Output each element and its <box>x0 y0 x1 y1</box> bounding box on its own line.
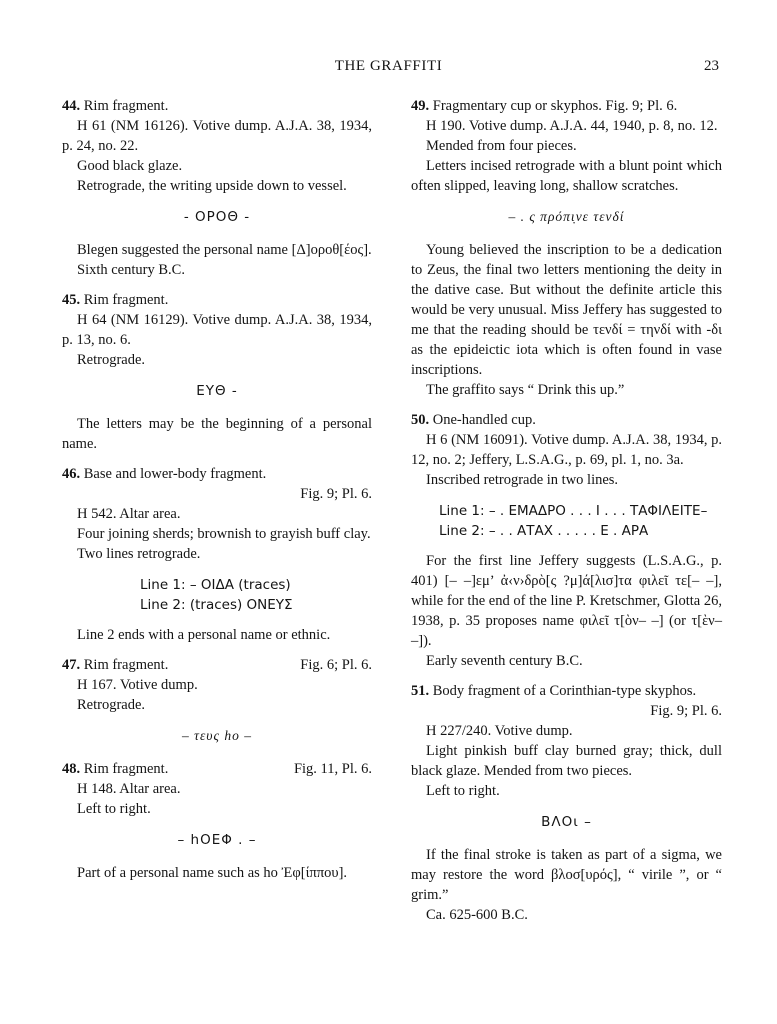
entry-title: Rim fragment. <box>83 98 169 114</box>
entry-title: Fragmentary cup or skyphos. Fig. 9; Pl. 6. <box>432 98 678 114</box>
entry-reference: H 64 (NM 16129). Votive dump. A.J.A. 38, 1934, p. 13, no. 6. <box>62 312 372 348</box>
entry-47 <box>62 655 372 746</box>
entry-49 <box>411 96 722 400</box>
right-column <box>411 96 722 925</box>
entry-number: 51. <box>411 683 430 699</box>
entry-number: 44. <box>62 98 81 114</box>
page-number: 23 <box>704 58 719 74</box>
entry-number: 47. <box>62 657 81 673</box>
running-title: THE GRAFFITI <box>334 58 443 74</box>
entry-note: Two lines retrograde. <box>77 546 201 562</box>
entry-description: Four joining sherds; brownish to grayish buff clay. <box>77 526 371 542</box>
inscription: - ΟΡΟΘ - <box>183 209 251 225</box>
entry-number: 49. <box>411 98 430 114</box>
entry-description: Light pinkish buff clay burned gray; thick, dull black glaze. Mended from two pieces. <box>411 743 722 779</box>
entry-comment: If the final stroke is taken as part of a sigma, we may restore the word βλοσ[υρός], “ virile ”, or “ grim.” <box>411 847 722 903</box>
entry-reference: H 227/240. Votive dump. <box>426 723 573 739</box>
entry-title: Base and lower-body fragment. <box>83 466 267 482</box>
inscription: ΕΥΘ - <box>196 383 238 399</box>
entry-comment: Young believed the inscription to be a dedication to Zeus, the final two letters mentioning the deity in the dative case. But without the definite article this would be very unusual. Miss Jeffery has suggested to me that the reading should be τενδί = τηνδί with -δι as the epideictic iota which is often found in vase inscriptions. <box>411 242 722 378</box>
entry-comment: Part of a personal name such as ho Ἐφ[ίππου]. <box>77 865 348 881</box>
inscription: – . ς πρόπι̣νε τενδί <box>508 209 625 224</box>
entry-number: 48. <box>62 761 81 777</box>
entry-50 <box>411 410 722 671</box>
entry-figure-ref: Fig. 6; Pl. 6. <box>300 657 372 673</box>
left-column <box>62 96 372 883</box>
entry-note: Left to right. <box>426 783 500 799</box>
entry-46 <box>62 464 372 645</box>
entry-note: Left to right. <box>77 801 151 817</box>
entry-44 <box>62 96 372 280</box>
inscription-line-1: Line 1: – ΟΙΔΑ (traces) <box>140 577 291 593</box>
entry-glaze: Good black glaze. <box>77 158 183 174</box>
entry-number: 45. <box>62 292 81 308</box>
entry-comment: Line 2 ends with a personal name or ethnic. <box>77 627 331 643</box>
entry-date: Early seventh century B.C. <box>426 653 583 669</box>
entry-45 <box>62 290 372 454</box>
entry-comment-2: The graffito says “ Drink this up.” <box>426 382 625 398</box>
entry-reference: H 6 (NM 16091). Votive dump. A.J.A. 38, 1934, p. 12, no. 2; Jeffery, L.S.A.G., p. 69, pl. 1, no. 3a. <box>411 432 722 468</box>
inscription-line-2: Line 2: (traces) ΟΝΕΥΣ <box>140 597 293 613</box>
entry-title: Rim fragment. <box>83 292 169 308</box>
entry-reference: H 148. Altar area. <box>77 781 181 797</box>
entry-figure-ref: Fig. 9; Pl. 6. <box>300 486 372 502</box>
entry-note: Inscribed retrograde in two lines. <box>426 472 619 488</box>
entry-number: 50. <box>411 412 430 428</box>
inscription-lines <box>411 501 722 541</box>
entry-note: Retrograde. <box>77 352 146 368</box>
entry-date: Sixth century B.C. <box>77 262 185 278</box>
entry-note: Retrograde. <box>77 697 146 713</box>
entry-figure-ref: Fig. 11, Pl. 6. <box>293 761 372 777</box>
entry-mend: Mended from four pieces. <box>426 138 577 154</box>
entry-comment: The letters may be the beginning of a personal name. <box>62 416 372 452</box>
entry-title: Body fragment of a Corinthian-type skyphos. <box>432 683 697 699</box>
inscription: – τευς ho – <box>182 728 252 743</box>
inscription: – hΟΕΦ . – <box>177 832 257 848</box>
entry-reference: H 61 (NM 16126). Votive dump. A.J.A. 38, 1934, p. 24, no. 22. <box>62 118 372 154</box>
entry-title: Rim fragment. <box>83 657 169 673</box>
entry-48 <box>62 759 372 883</box>
entry-description: Letters incised retrograde with a blunt point which often slipped, leaving long, shallow scratches. <box>411 158 722 194</box>
entry-51 <box>411 681 722 925</box>
entry-date: Ca. 625-600 B.C. <box>426 907 528 923</box>
inscription-line-2: Line 2: – . . ΑΤΑΧ . . . . . Ε . ΑΡΑ <box>439 523 649 539</box>
entry-note: Retrograde, the writing upside down to vessel. <box>77 178 347 194</box>
entry-reference: H 167. Votive dump. <box>77 677 198 693</box>
inscription-lines <box>62 575 372 615</box>
entry-comment: Blegen suggested the personal name [Δ]οροθ[έος]. <box>77 242 372 258</box>
entry-title: One-handled cup. <box>432 412 536 428</box>
entry-reference: H 542. Altar area. <box>77 506 181 522</box>
running-header <box>0 58 777 80</box>
inscription: ΒΛΟι – <box>541 814 592 830</box>
entry-reference: H 190. Votive dump. A.J.A. 44, 1940, p. 8, no. 12. <box>426 118 718 134</box>
entry-number: 46. <box>62 466 81 482</box>
entry-title: Rim fragment. <box>83 761 169 777</box>
entry-figure-ref: Fig. 9; Pl. 6. <box>650 703 722 719</box>
entry-comment: For the first line Jeffery suggests (L.S.A.G., p. 401) [– –]εμ’ ἀ‹ν›δρὸ[ς ?μ]ά[λισ]τα φιλεῖ τε[– –], while for the end of the line P. Kretschmer, Glotta 26, 1938, p. 35 proposes name φιλεῖ τ[ὸν– –] (or τ[ὲν– –]). <box>411 553 722 649</box>
inscription-line-1: Line 1: – . ΕΜΑΔΡΟ . . . Ι . . . ΤΑΦΙΛΕΙΤΕ– <box>439 503 708 519</box>
